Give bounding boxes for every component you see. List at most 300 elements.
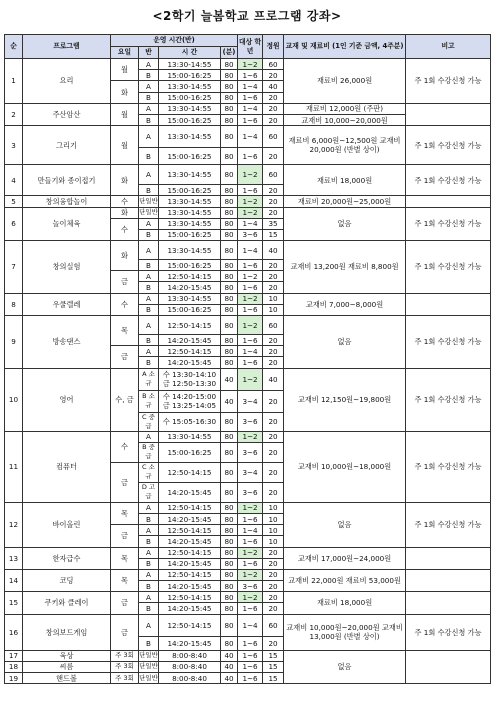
row-note: 주 1회 수강신청 가능 bbox=[406, 502, 491, 547]
row-cap: 20 bbox=[263, 260, 284, 271]
row-grade: 3~6 bbox=[238, 412, 263, 431]
row-time: 15:00-16:25 bbox=[159, 148, 221, 165]
row-cap: 20 bbox=[263, 346, 284, 357]
row-time: 12:50-14:15 bbox=[159, 462, 221, 482]
row-grade: 1~2 bbox=[238, 431, 263, 442]
row-cap: 60 bbox=[263, 614, 284, 636]
row-grade: 3~4 bbox=[238, 390, 263, 412]
row-day: 금 bbox=[111, 525, 139, 547]
row-grade: 1~6 bbox=[238, 148, 263, 165]
row-cap: 40 bbox=[263, 81, 284, 92]
row-cap: 20 bbox=[263, 271, 284, 282]
row-note: 주 1회 수강신청 가능 bbox=[406, 165, 491, 196]
row-grade: 1~2 bbox=[238, 547, 263, 558]
row-grade: 1~4 bbox=[238, 525, 263, 536]
row-min: 80 bbox=[221, 614, 238, 636]
header-schedule: 운영 시간(반) bbox=[111, 35, 238, 47]
row-time: 14:20-15:45 bbox=[159, 558, 221, 569]
row-cost: 교재비 13,200원 재료비 8,800원 bbox=[284, 241, 406, 294]
row-program: 영어 bbox=[23, 368, 111, 431]
row-grade: 1~4 bbox=[238, 218, 263, 229]
row-program: 컴퓨터 bbox=[23, 431, 111, 502]
row-grade: 1~6 bbox=[238, 558, 263, 569]
table-row bbox=[5, 592, 491, 603]
row-cap: 20 bbox=[263, 442, 284, 462]
row-class: A bbox=[139, 592, 159, 603]
row-program: 한자급수 bbox=[23, 547, 111, 569]
row-cap: 20 bbox=[263, 581, 284, 592]
row-cap: 40 bbox=[263, 368, 284, 390]
row-cost: 재료비 18,000원 bbox=[284, 165, 406, 196]
row-cap: 10 bbox=[263, 513, 284, 524]
header-program: 프로그램 bbox=[23, 35, 111, 59]
table-row bbox=[5, 650, 491, 661]
row-note bbox=[406, 547, 491, 569]
row-min: 80 bbox=[221, 218, 238, 229]
row-class: A bbox=[139, 103, 159, 114]
row-program: 육상 bbox=[23, 650, 111, 661]
row-time: 15:00-16:25 bbox=[159, 229, 221, 240]
row-day: 수 bbox=[111, 431, 139, 462]
row-min: 80 bbox=[221, 525, 238, 536]
row-cap: 20 bbox=[263, 482, 284, 502]
row-time: 8:00-8:40 bbox=[159, 661, 221, 672]
row-time: 14:20-15:45 bbox=[159, 282, 221, 293]
row-note: 주 1회 수강신청 가능 bbox=[406, 614, 491, 650]
row-class: A bbox=[139, 614, 159, 636]
page-title: <2학기 늘봄학교 프로그램 강좌> bbox=[152, 9, 342, 23]
row-class: A bbox=[139, 241, 159, 260]
row-program: 씨름 bbox=[23, 661, 111, 672]
row-grade: 1~4 bbox=[238, 81, 263, 92]
row-cap: 20 bbox=[263, 70, 284, 81]
table-row bbox=[5, 547, 491, 558]
header-cost: 교재 및 재료비 (1인 기준 금액, 4주분) bbox=[284, 35, 406, 59]
row-note: 주 1회 수강신청 가능 bbox=[406, 207, 491, 241]
row-grade: 1~2 bbox=[238, 592, 263, 603]
row-grade: 1~2 bbox=[238, 316, 263, 335]
row-cap: 20 bbox=[263, 207, 284, 218]
row-time: 14:20-15:45 bbox=[159, 335, 221, 346]
row-note: 주 1회 수강신청 가능 bbox=[406, 59, 491, 104]
row-class: B bbox=[139, 70, 159, 81]
row-program: 창의융합놀이 bbox=[23, 196, 111, 207]
row-note bbox=[406, 592, 491, 614]
row-program: 주산암산 bbox=[23, 103, 111, 125]
row-time: 12:50-14:15 bbox=[159, 271, 221, 282]
row-num: 10 bbox=[5, 368, 23, 431]
row-class: D 고급 bbox=[139, 482, 159, 502]
row-class: A bbox=[139, 126, 159, 148]
row-cap: 20 bbox=[263, 148, 284, 165]
row-grade: 1~6 bbox=[238, 673, 263, 684]
row-program: 코딩 bbox=[23, 569, 111, 591]
row-class: 단일반 bbox=[139, 673, 159, 684]
row-class: B bbox=[139, 282, 159, 293]
row-class: 단일반 bbox=[139, 196, 159, 207]
row-cap: 10 bbox=[263, 293, 284, 304]
row-cost: 재료비 26,000원 bbox=[284, 59, 406, 104]
row-note bbox=[406, 293, 491, 315]
row-cost: 교재비 22,000원 재료비 53,000원 bbox=[284, 569, 406, 591]
table-row bbox=[5, 241, 491, 260]
row-time: 12:50-14:15 bbox=[159, 502, 221, 513]
row-class: 단일반 bbox=[139, 650, 159, 661]
row-cost: 없음 bbox=[284, 207, 406, 241]
row-min: 40 bbox=[221, 673, 238, 684]
table-row bbox=[5, 207, 491, 218]
header-class: 반 bbox=[139, 47, 159, 59]
row-cap: 35 bbox=[263, 218, 284, 229]
row-cap: 20 bbox=[263, 357, 284, 368]
row-time: 15:00-16:25 bbox=[159, 304, 221, 315]
row-min: 80 bbox=[221, 636, 238, 650]
row-class: B bbox=[139, 260, 159, 271]
row-cap: 60 bbox=[263, 59, 284, 70]
row-class: A 소규 bbox=[139, 368, 159, 390]
row-grade: 3~6 bbox=[238, 482, 263, 502]
row-program: 우쿨렐레 bbox=[23, 293, 111, 315]
row-cost: 교재비 7,000~8,000원 bbox=[284, 293, 406, 315]
row-cost: 없음 bbox=[284, 502, 406, 547]
row-note: 주 1회 수강신청 가능 bbox=[406, 368, 491, 431]
row-cap: 20 bbox=[263, 636, 284, 650]
row-grade: 1~6 bbox=[238, 650, 263, 661]
row-time: 12:50-14:15 bbox=[159, 592, 221, 603]
row-min: 80 bbox=[221, 569, 238, 580]
row-grade: 1~6 bbox=[238, 603, 263, 614]
table-row bbox=[5, 502, 491, 513]
row-min: 80 bbox=[221, 536, 238, 547]
row-min: 80 bbox=[221, 316, 238, 335]
row-cap: 20 bbox=[263, 462, 284, 482]
row-cap: 20 bbox=[263, 558, 284, 569]
row-grade: 3~6 bbox=[238, 442, 263, 462]
row-grade: 1~6 bbox=[238, 636, 263, 650]
row-class: A bbox=[139, 569, 159, 580]
row-time: 14:20-15:45 bbox=[159, 357, 221, 368]
row-time: 13:30-14:55 bbox=[159, 207, 221, 218]
row-cap: 15 bbox=[263, 229, 284, 240]
row-day: 금 bbox=[111, 614, 139, 650]
row-num: 16 bbox=[5, 614, 23, 650]
row-time: 13:30-14:55 bbox=[159, 218, 221, 229]
row-time: 13:30-14:55 bbox=[159, 196, 221, 207]
row-class: B 소규 bbox=[139, 390, 159, 412]
row-min: 80 bbox=[221, 271, 238, 282]
row-program: 창의보드게임 bbox=[23, 614, 111, 650]
row-cost: 없음 bbox=[284, 650, 406, 684]
row-cap: 20 bbox=[263, 569, 284, 580]
row-program: 만들기와 종이접기 bbox=[23, 165, 111, 196]
row-note: 주 1회 수강신청 가능 bbox=[406, 126, 491, 165]
row-time: 13:30-14:55 bbox=[159, 431, 221, 442]
row-day: 목 bbox=[111, 547, 139, 569]
row-cap: 10 bbox=[263, 536, 284, 547]
row-min: 80 bbox=[221, 558, 238, 569]
row-class: B bbox=[139, 92, 159, 103]
row-min: 80 bbox=[221, 482, 238, 502]
row-cap: 20 bbox=[263, 547, 284, 558]
row-grade: 1~2 bbox=[238, 569, 263, 580]
row-min: 80 bbox=[221, 357, 238, 368]
row-day: 목 bbox=[111, 569, 139, 591]
row-grade: 1~6 bbox=[238, 282, 263, 293]
row-class: B bbox=[139, 335, 159, 346]
header-note: 비고 bbox=[406, 35, 491, 59]
row-min: 80 bbox=[221, 70, 238, 81]
row-min: 80 bbox=[221, 103, 238, 114]
row-min: 80 bbox=[221, 92, 238, 103]
row-grade: 1~6 bbox=[238, 335, 263, 346]
row-min: 80 bbox=[221, 81, 238, 92]
row-class: B bbox=[139, 558, 159, 569]
row-cap: 20 bbox=[263, 592, 284, 603]
row-class: A bbox=[139, 346, 159, 357]
row-program: 바이올린 bbox=[23, 502, 111, 547]
row-cost: 교재비 10,000원~20,000원 교재비 13,000원 (반별 상이) bbox=[284, 614, 406, 650]
row-note bbox=[406, 569, 491, 591]
row-min: 80 bbox=[221, 260, 238, 271]
row-grade: 1~6 bbox=[238, 185, 263, 196]
program-table bbox=[4, 34, 491, 684]
row-min: 80 bbox=[221, 196, 238, 207]
row-program: 핸드볼 bbox=[23, 673, 111, 684]
row-day: 주 3회 bbox=[111, 673, 139, 684]
table-row bbox=[5, 165, 491, 185]
row-cap: 15 bbox=[263, 673, 284, 684]
row-min: 80 bbox=[221, 207, 238, 218]
row-day: 월 bbox=[111, 59, 139, 81]
row-time: 14:20-15:45 bbox=[159, 482, 221, 502]
row-day: 목 bbox=[111, 502, 139, 524]
row-cap: 20 bbox=[263, 390, 284, 412]
row-min: 80 bbox=[221, 241, 238, 260]
row-min: 80 bbox=[221, 412, 238, 431]
row-class: B bbox=[139, 513, 159, 524]
row-num: 1 bbox=[5, 59, 23, 104]
row-time: 13:30-14:55 bbox=[159, 126, 221, 148]
row-time: 수 14:20-15:00 금 13:25-14:05 bbox=[159, 390, 221, 412]
row-min: 40 bbox=[221, 650, 238, 661]
row-min: 80 bbox=[221, 59, 238, 70]
table-row bbox=[5, 614, 491, 636]
row-day: 금 bbox=[111, 592, 139, 614]
row-day: 화 bbox=[111, 207, 139, 218]
row-day: 월 bbox=[111, 126, 139, 165]
row-time: 15:00-16:25 bbox=[159, 70, 221, 81]
row-day: 금 bbox=[111, 346, 139, 368]
row-class: A bbox=[139, 165, 159, 185]
table-row bbox=[5, 293, 491, 304]
row-grade: 1~6 bbox=[238, 357, 263, 368]
row-num: 11 bbox=[5, 431, 23, 502]
row-time: 14:20-15:45 bbox=[159, 513, 221, 524]
row-cap: 20 bbox=[263, 92, 284, 103]
row-cost: 재료비 20,000원~25,000원 bbox=[284, 196, 406, 207]
row-time: 15:00-16:25 bbox=[159, 185, 221, 196]
row-cap: 40 bbox=[263, 241, 284, 260]
row-min: 80 bbox=[221, 442, 238, 462]
row-cost: 교재비 17,000원~24,000원 bbox=[284, 547, 406, 569]
header-time: 시 간 bbox=[159, 47, 221, 59]
row-class: A bbox=[139, 502, 159, 513]
row-min: 80 bbox=[221, 126, 238, 148]
header-num: 순 bbox=[5, 35, 23, 59]
row-num: 17 bbox=[5, 650, 23, 661]
row-grade: 1~6 bbox=[238, 536, 263, 547]
row-grade: 3~6 bbox=[238, 581, 263, 592]
row-time: 15:00-16:25 bbox=[159, 442, 221, 462]
row-cap: 10 bbox=[263, 304, 284, 315]
row-num: 15 bbox=[5, 592, 23, 614]
row-cost: 재료비 6,000원~12,500원 교재비 20,000원 (반별 상이) bbox=[284, 126, 406, 165]
row-min: 80 bbox=[221, 165, 238, 185]
row-cap: 60 bbox=[263, 316, 284, 335]
row-grade: 1~2 bbox=[238, 59, 263, 70]
row-min: 80 bbox=[221, 346, 238, 357]
row-class: B bbox=[139, 581, 159, 592]
row-grade: 1~6 bbox=[238, 92, 263, 103]
table-row bbox=[5, 368, 491, 390]
row-note: 주 1회 수강신청 가능 bbox=[406, 431, 491, 502]
row-num: 3 bbox=[5, 126, 23, 165]
row-grade: 1~4 bbox=[238, 103, 263, 114]
row-time: 13:30-14:55 bbox=[159, 293, 221, 304]
row-min: 80 bbox=[221, 581, 238, 592]
row-time: 12:50-14:15 bbox=[159, 614, 221, 636]
row-time: 14:20-15:45 bbox=[159, 603, 221, 614]
row-time: 8:00-8:40 bbox=[159, 650, 221, 661]
row-day: 화 bbox=[111, 81, 139, 103]
row-day: 금 bbox=[111, 462, 139, 502]
table-row bbox=[5, 126, 491, 148]
table-row bbox=[5, 59, 491, 70]
row-class: A bbox=[139, 525, 159, 536]
table-row bbox=[5, 196, 491, 207]
row-time: 8:00-8:40 bbox=[159, 673, 221, 684]
row-class: B bbox=[139, 636, 159, 650]
row-time: 14:20-15:45 bbox=[159, 536, 221, 547]
row-min: 80 bbox=[221, 431, 238, 442]
row-num: 8 bbox=[5, 293, 23, 315]
header-day: 요일 bbox=[111, 47, 139, 59]
row-min: 80 bbox=[221, 185, 238, 196]
row-time: 15:00-16:25 bbox=[159, 114, 221, 125]
row-min: 80 bbox=[221, 293, 238, 304]
row-grade: 1~6 bbox=[238, 114, 263, 125]
row-class: C 중급 bbox=[139, 412, 159, 431]
row-class: A bbox=[139, 431, 159, 442]
row-min: 40 bbox=[221, 368, 238, 390]
row-cap: 20 bbox=[263, 114, 284, 125]
row-cap: 10 bbox=[263, 525, 284, 536]
row-cap: 20 bbox=[263, 603, 284, 614]
row-program: 방송댄스 bbox=[23, 316, 111, 369]
row-cost: 재료비 18,000원 bbox=[284, 592, 406, 614]
row-num: 18 bbox=[5, 661, 23, 672]
row-time: 14:20-15:45 bbox=[159, 581, 221, 592]
row-min: 80 bbox=[221, 592, 238, 603]
header-grade: 대상 학년 bbox=[238, 35, 263, 59]
row-program: 요리 bbox=[23, 59, 111, 104]
row-class: B bbox=[139, 536, 159, 547]
row-program: 그리기 bbox=[23, 126, 111, 165]
row-grade: 1~2 bbox=[238, 196, 263, 207]
row-min: 80 bbox=[221, 502, 238, 513]
row-grade: 3~4 bbox=[238, 462, 263, 482]
row-cap: 20 bbox=[263, 185, 284, 196]
row-time: 13:30-14:55 bbox=[159, 103, 221, 114]
row-program: 창의실험 bbox=[23, 241, 111, 294]
row-day: 수, 금 bbox=[111, 368, 139, 431]
row-num: 19 bbox=[5, 673, 23, 684]
row-day: 수 bbox=[111, 293, 139, 315]
row-time: 15:00-16:25 bbox=[159, 92, 221, 103]
row-time: 13:30-14:55 bbox=[159, 59, 221, 70]
row-day: 주 3회 bbox=[111, 661, 139, 672]
row-min: 40 bbox=[221, 390, 238, 412]
row-min: 80 bbox=[221, 335, 238, 346]
row-min: 80 bbox=[221, 462, 238, 482]
header-minutes: (분) bbox=[221, 47, 238, 59]
row-day: 목 bbox=[111, 316, 139, 346]
row-cap: 10 bbox=[263, 502, 284, 513]
row-class: A bbox=[139, 81, 159, 92]
row-num: 13 bbox=[5, 547, 23, 569]
row-time: 12:50-14:15 bbox=[159, 547, 221, 558]
row-grade: 1~6 bbox=[238, 304, 263, 315]
row-cost: 교재비 12,150원~19,800원 bbox=[284, 368, 406, 431]
row-note bbox=[406, 650, 491, 684]
row-grade: 1~4 bbox=[238, 346, 263, 357]
row-class: A bbox=[139, 316, 159, 335]
row-class: B bbox=[139, 357, 159, 368]
row-cap: 20 bbox=[263, 431, 284, 442]
row-time: 15:00-16:25 bbox=[159, 260, 221, 271]
table-row bbox=[5, 316, 491, 335]
row-min: 80 bbox=[221, 282, 238, 293]
row-class: A bbox=[139, 59, 159, 70]
row-cost: 교재비 10,000~20,000원 bbox=[284, 114, 406, 125]
row-program: 쿠키와 클레이 bbox=[23, 592, 111, 614]
row-min: 40 bbox=[221, 661, 238, 672]
row-cap: 20 bbox=[263, 412, 284, 431]
row-grade: 1~6 bbox=[238, 661, 263, 672]
row-time: 12:50-14:15 bbox=[159, 525, 221, 536]
row-time: 수 15:05-16:30 bbox=[159, 412, 221, 431]
row-grade: 1~2 bbox=[238, 368, 263, 390]
row-class: A bbox=[139, 271, 159, 282]
row-min: 80 bbox=[221, 114, 238, 125]
row-grade: 1~2 bbox=[238, 271, 263, 282]
row-grade: 1~6 bbox=[238, 513, 263, 524]
row-min: 80 bbox=[221, 513, 238, 524]
row-min: 80 bbox=[221, 148, 238, 165]
row-note bbox=[406, 196, 491, 207]
row-day: 금 bbox=[111, 271, 139, 293]
row-class: B 중급 bbox=[139, 442, 159, 462]
row-num: 14 bbox=[5, 569, 23, 591]
row-num: 4 bbox=[5, 165, 23, 196]
row-min: 80 bbox=[221, 229, 238, 240]
row-num: 7 bbox=[5, 241, 23, 294]
row-note bbox=[406, 103, 491, 125]
row-time: 13:30-14:55 bbox=[159, 165, 221, 185]
row-cap: 15 bbox=[263, 661, 284, 672]
row-grade: 3~6 bbox=[238, 229, 263, 240]
row-min: 80 bbox=[221, 304, 238, 315]
